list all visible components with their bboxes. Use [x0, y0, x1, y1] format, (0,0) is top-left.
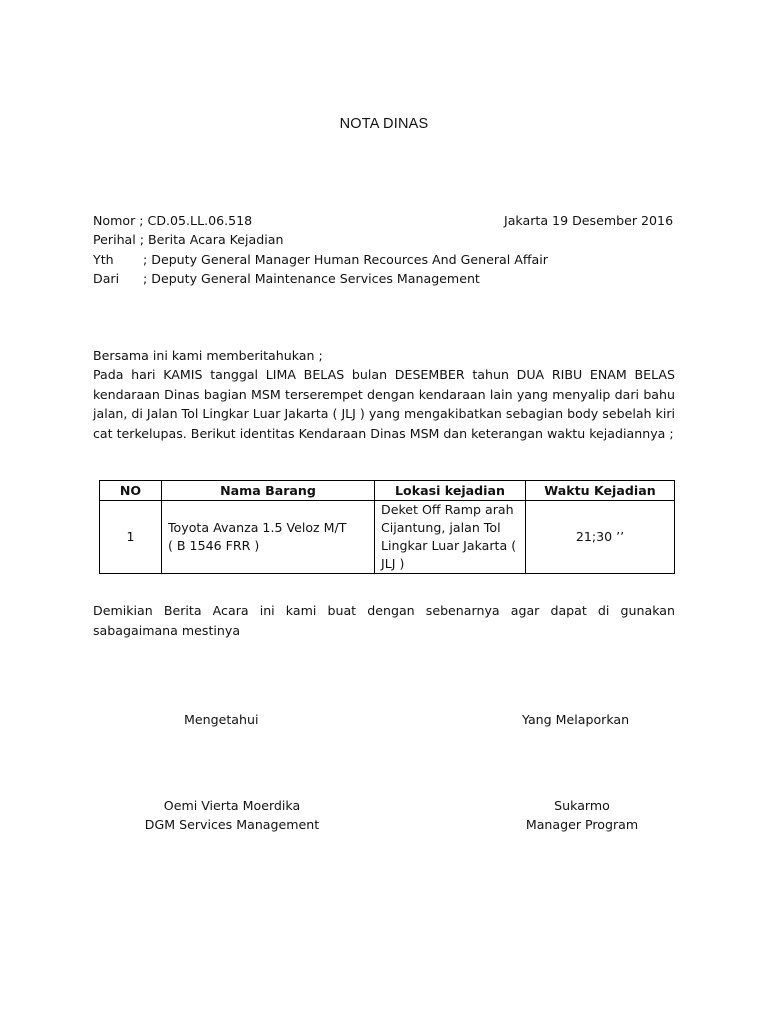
signature-left-name: Oemi Vierta Moerdika — [163, 798, 301, 813]
table-row — [100, 501, 675, 574]
intro-text: Bersama ini kami memberitahukan ; — [93, 348, 323, 363]
body-paragraph: Pada hari KAMIS tanggal LIMA BELAS bulan DESEMBER tahun DUA RIBU ENAM BELAS kendaraan Dinas bagian MSM terserempet dengan kendaraan lain yang menyalip dari bahu jalan, di Jalan Tol Lingkar Luar Jakarta ( JLJ ) yang mengakibatkan sebagian body sebelah kiri cat terkelupas. Berikut identitas Kendaraan Dinas MSM dan keterangan waktu kejadiannya ; — [93, 367, 675, 441]
cell-no: 1 — [100, 501, 162, 574]
cell-lokasi: Deket Off Ramp arah Cijantung, jalan Tol Lingkar Luar Jakarta ( JLJ ) — [375, 501, 526, 574]
table-header-row — [100, 481, 675, 501]
header-yth-value: ; Deputy General Manager Human Recources And General Affair — [143, 252, 548, 267]
signature-right-name: Sukarmo — [554, 798, 610, 813]
header-dari-value: ; Deputy General Maintenance Services Management — [143, 271, 480, 286]
cell-nama-barang — [162, 501, 375, 574]
closing-text: Demikian Berita Acara ini kami buat dengan sebenarnya agar dapat di gunakan sabagaimana mestinya — [93, 603, 675, 638]
incident-table — [99, 480, 675, 574]
signature-right-position: Manager Program — [525, 817, 639, 832]
table-header-waktu: Waktu Kejadian — [526, 481, 675, 501]
document-title: NOTA DINAS — [339, 116, 429, 132]
header-dari-label: Dari — [93, 271, 120, 286]
header-yth-label: Yth — [93, 252, 114, 267]
cell-nama-line2: ( B 1546 FRR ) — [168, 538, 260, 553]
table-header-no: NO — [100, 481, 162, 501]
header-yth — [93, 250, 548, 270]
header-perihal: Perihal ; Berita Acara Kejadian — [93, 232, 284, 247]
signature-left-role: Mengetahui — [184, 712, 259, 727]
signature-right-role: Yang Melaporkan — [522, 712, 630, 727]
header-nomor: Nomor ; CD.05.LL.06.518 — [93, 213, 253, 228]
signature-left-position: DGM Services Management — [144, 817, 320, 832]
table-header-nama: Nama Barang — [162, 481, 375, 501]
cell-nama-line1: Toyota Avanza 1.5 Veloz M/T — [168, 520, 347, 535]
table-header-lokasi: Lokasi kejadian — [375, 481, 526, 501]
cell-waktu: 21;30 ’’ — [526, 501, 675, 574]
header-dari — [93, 269, 480, 289]
header-date: Jakarta 19 Desember 2016 — [504, 213, 674, 228]
